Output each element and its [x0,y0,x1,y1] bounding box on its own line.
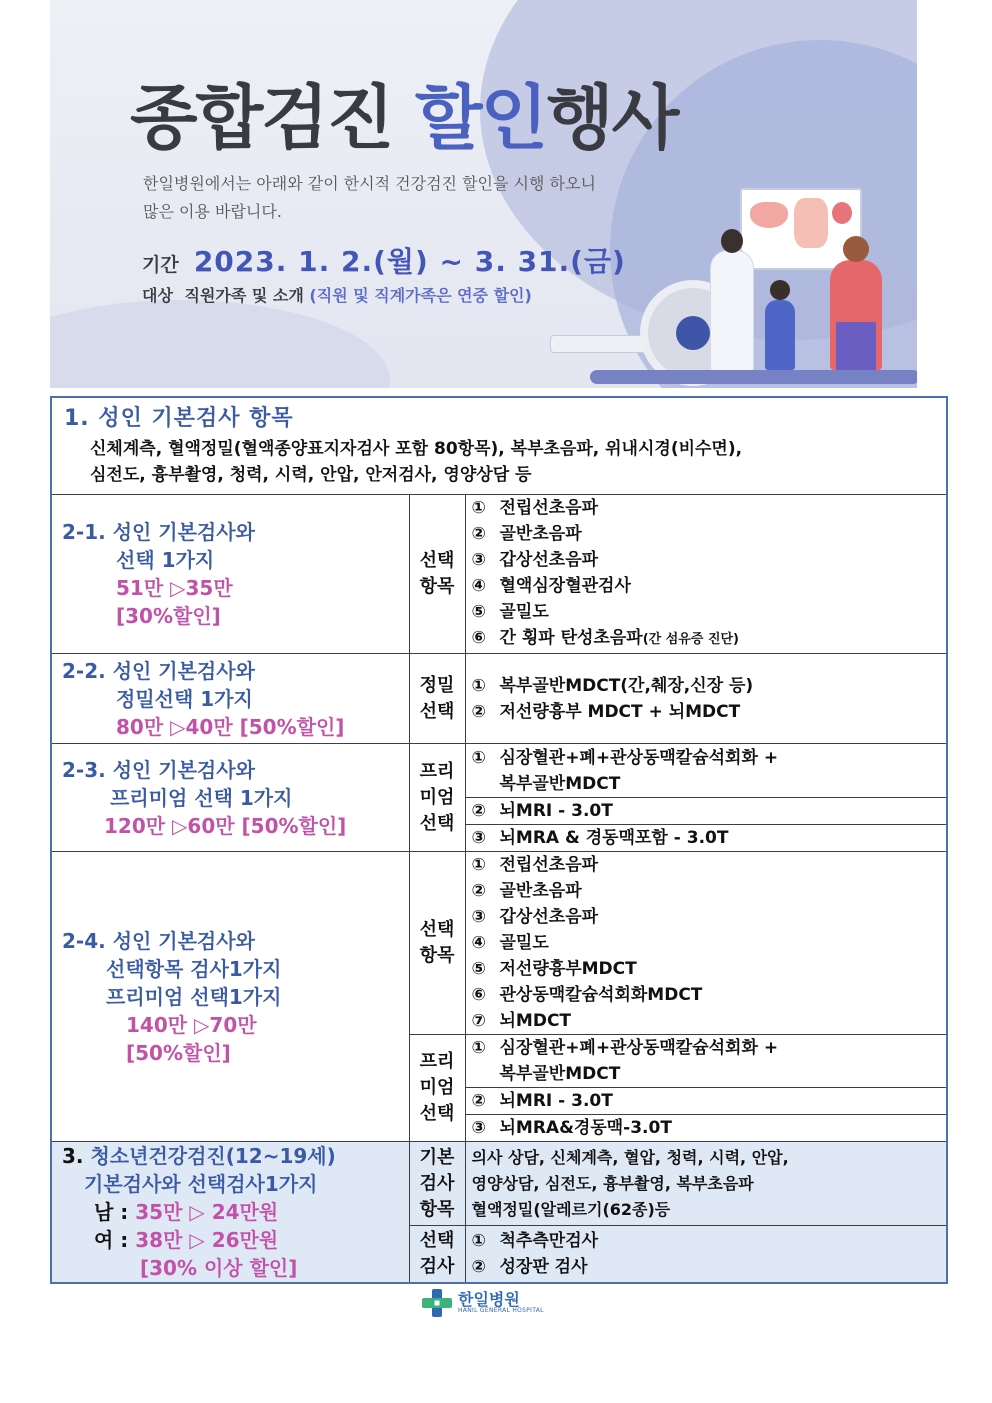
price-text: 51만 ▷35만 [116,576,233,600]
category-label: 미엄 [419,1077,455,1098]
option-number: ① [471,675,486,696]
options-cell [465,852,947,1035]
options-cell [465,654,947,744]
option-text: 복부골반MDCT [499,1064,621,1084]
option-number: ② [471,801,486,821]
options-cell [465,1035,947,1088]
section-3-title-cell [51,1142,409,1284]
category-cell [409,654,465,744]
option-text: 뇌MDCT [499,1011,572,1031]
options-cell [465,825,947,852]
option-text: 혈액심장혈관검사 [499,576,631,596]
category-cell [409,744,465,852]
price-text: 38만 ▷ 26만원 [135,1228,279,1252]
option-number: ④ [471,576,486,596]
option-text: 골반초음파 [499,881,582,901]
section-1-line: 심전도, 흉부촬영, 청력, 시력, 안압, 안저검사, 영양상담 등 [90,464,532,485]
option-text: 저선량흉부MDCT [499,959,637,979]
option-item [466,495,947,521]
option-item [466,1035,947,1061]
option-number: ② [471,881,486,901]
discount-text: [50%할인] [126,1040,231,1065]
section-title: 프리미엄 선택1가지 [106,984,282,1009]
doctor-figure [710,250,754,372]
discount-text: [30%할인] [116,604,221,628]
option-text: 심장혈관+폐+관상동맥칼슘석회화 + [499,747,779,768]
option-text: 뇌MRA & 경동맥포함 - 3.0T [499,828,729,848]
option-item [466,1254,947,1280]
hospital-cross-icon [422,1289,452,1317]
section-title: 2-3. 성인 기본검사와 [62,757,255,782]
logo-subtext: HANIL GENERAL HOSPITAL [458,1307,544,1314]
option-item [466,852,947,878]
floor-shape [590,370,917,384]
option-item [466,825,947,851]
intro-line: 한일병원에서는 아래와 같이 한시적 건강검진 할인을 시행 하오니 [143,174,596,193]
section-subtitle: 기본검사와 선택검사1가지 [84,1172,318,1196]
option-number: ④ [471,933,486,953]
options-cell [465,1142,947,1226]
option-text: 심장혈관+폐+관상동맥칼슘석회화 + [499,1038,779,1058]
category-cell [409,1035,465,1142]
option-text: 혈액정밀(알레르기(62종)등 [471,1199,671,1219]
category-cell [409,852,465,1035]
option-text: 전립선초음파 [499,498,599,518]
section-title: 정밀선택 1가지 [116,686,253,711]
option-number: ③ [471,907,486,927]
option-number: ② [471,701,486,722]
option-text: 복부골반MDCT [499,773,621,794]
category-label: 항목 [419,1198,455,1220]
logo-text: 한일병원 [458,1290,520,1309]
category-label: 프리 [419,1051,455,1072]
price-text: 35만 ▷ 24만원 [135,1200,279,1224]
category-label: 선택 [419,700,455,722]
category-label: 선택 [419,1103,455,1124]
option-item [466,1228,947,1254]
option-text: 갑상선초음파 [499,907,599,927]
option-text: 전립선초음파 [499,855,599,875]
category-label: 항목 [419,576,455,597]
category-label: 선택 [419,919,455,940]
intro-line: 많은 이용 바랍니다. [143,202,282,221]
option-text: 간 횡파 탄성초음파 [499,628,643,648]
section-title: 2-2. 성인 기본검사와 [62,658,255,683]
option-number: ③ [471,828,486,848]
option-text: 영양상담, 심전도, 흉부촬영, 복부초음파 [471,1173,754,1193]
section-title: 선택 1가지 [116,548,215,572]
option-text: 골반초음파 [499,524,582,544]
option-text: 관상동맥칼슘석회화MDCT [499,985,703,1005]
option-number: ⑤ [471,959,486,979]
option-item [466,625,947,653]
option-text: 골밀도 [499,933,549,953]
option-text: 갑상선초음파 [499,550,599,570]
page-title [130,62,677,163]
target-main: 직원가족 및 소개 [184,286,304,305]
section-1-heading: 1. 성인 기본검사 항목 [64,405,294,431]
category-label: 검사 [419,1256,455,1278]
option-item [466,1115,947,1141]
option-number: ① [471,1038,486,1058]
option-text: 척추측만검사 [499,1231,599,1252]
anatomy-screen-image [740,188,862,270]
gender-label: 여 : [94,1228,129,1252]
option-number: ① [471,747,486,768]
section-2-1-row [51,495,947,654]
options-cell [465,495,947,654]
section-1-row [51,397,947,495]
target-label: 대상 [142,286,173,305]
section-title: 2-1. 성인 기본검사와 [62,520,255,544]
patient-figure [830,260,882,370]
price-text: 120만 ▷60만 [50%할인] [104,813,347,838]
medical-illustration [590,180,917,388]
option-number: ② [471,1091,486,1111]
options-cell [465,1115,947,1142]
option-item [466,573,947,599]
option-number: ③ [471,1118,486,1138]
title-highlight: 할인 [414,77,547,159]
category-cell [409,1226,465,1283]
option-number: ⑥ [471,628,486,648]
price-text: 140만 ▷70만 [126,1012,257,1037]
section-1-cell [51,397,947,495]
option-text: 뇌MRI - 3.0T [499,801,613,821]
section-title [62,1142,409,1170]
section-2-2-row [51,654,947,744]
event-period [142,240,626,280]
section-2-1-title-cell [51,495,409,654]
checkup-table [50,396,948,1284]
category-label: 선택 [419,550,455,571]
option-item [466,521,947,547]
section-2-3-title-cell [51,744,409,852]
option-item [466,904,947,930]
category-label: 항목 [419,945,455,966]
option-note: (간 섬유증 진단) [642,632,740,647]
option-number: ① [471,498,486,518]
option-item [466,547,947,573]
option-text: 뇌MRA&경동맥-3.0T [499,1118,672,1138]
section-2-4-row [51,852,947,1035]
period-label: 기간 [142,254,179,276]
section-title: 선택항목 검사1가지 [106,956,282,981]
option-text: 의사 상담, 신체계측, 혈압, 청력, 시력, 안압, [471,1147,789,1167]
option-number: ② [471,1257,486,1278]
option-item [466,982,947,1008]
decor-shape [50,300,390,388]
option-item [466,699,947,725]
category-cell [409,495,465,654]
child-figure [765,300,795,370]
option-item [466,745,947,771]
options-cell [465,1226,947,1283]
option-item [466,1008,947,1034]
option-text: 골밀도 [499,602,549,622]
options-cell [465,744,947,798]
discount-text: [30% 이상 할인] [140,1256,298,1280]
category-label: 기본 [419,1146,455,1168]
section-number: 3. [62,1144,84,1168]
option-item [466,930,947,956]
category-label: 정밀 [419,674,455,696]
event-target [142,283,532,306]
period-value: 2023. 1. 2.(월) ~ 3. 31.(금) [193,245,626,278]
option-number: ② [471,524,486,544]
intro-text [143,170,596,226]
section-1-body [64,436,936,488]
option-number: ⑦ [471,1011,486,1031]
section-2-4-title-cell [51,852,409,1142]
section-3-row [51,1142,947,1226]
option-number: ⑤ [471,602,486,622]
option-item [466,798,947,824]
promo-banner [50,0,917,388]
section-title: 프리미엄 선택 1가지 [110,785,293,810]
option-number: ③ [471,550,486,570]
section-2-2-title-cell [51,654,409,744]
option-text: 뇌MRI - 3.0T [499,1091,613,1111]
option-text: 성장판 검사 [499,1257,588,1278]
options-cell [465,798,947,825]
option-text: 복부골반MDCT(간,췌장,신장 등) [499,675,754,696]
target-note: (직원 및 직계가족은 연중 할인) [309,286,532,305]
option-item [466,1088,947,1114]
title-text: 행사 [546,77,678,159]
option-item [466,878,947,904]
options-cell [465,1088,947,1115]
option-item [466,956,947,982]
category-label: 선택 [419,1230,455,1252]
title-text: 종합검진 [130,77,415,159]
section-1-line: 신체계측, 혈액정밀(혈액종양표지자검사 포함 80항목), 복부초음파, 위내시경(비수면), [90,438,743,459]
option-text: 저선량흉부 MDCT + 뇌MDCT [499,701,741,722]
option-number: ⑥ [471,985,486,1005]
option-item [466,599,947,625]
category-cell [409,1142,465,1226]
section-title: 2-4. 성인 기본검사와 [62,928,255,953]
section-2-3-row [51,744,947,798]
option-item [466,673,947,699]
category-label: 선택 [419,812,455,834]
category-label: 미엄 [419,786,455,808]
price-text: 80만 ▷40만 [50%할인] [116,714,345,739]
option-number: ① [471,855,486,875]
gender-label: 남 : [94,1200,129,1224]
category-label: 검사 [419,1172,455,1194]
section-title-text: 청소년건강검진(12~19세) [90,1144,336,1168]
category-label: 프리 [419,760,455,782]
option-number: ① [471,1231,486,1252]
